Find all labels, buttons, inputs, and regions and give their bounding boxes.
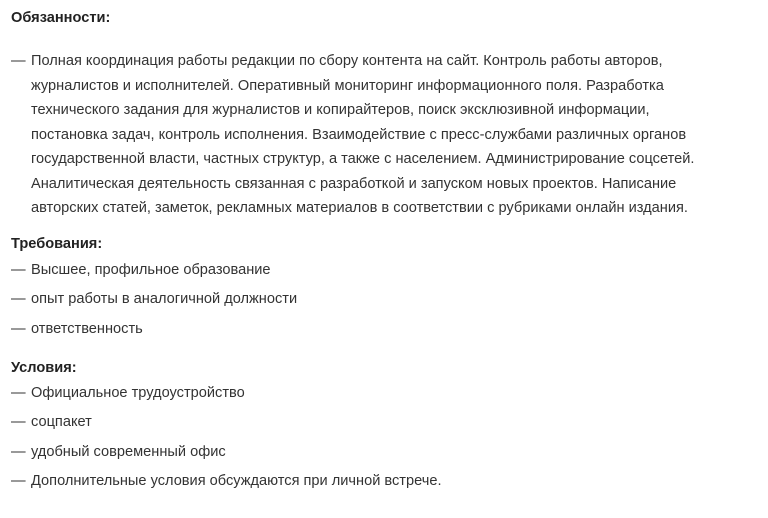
duties-line: государственной власти, частных структур, а также с населением. Администрирование соцсетей. bbox=[31, 151, 695, 167]
list-item bbox=[11, 289, 297, 318]
duties-line: Аналитическая деятельность связанная с разработкой и запуском новых проектов. Написание bbox=[31, 175, 677, 192]
dash-bullet: — bbox=[11, 291, 26, 308]
duties-title: Обязанности: bbox=[11, 10, 111, 26]
dash-bullet: — bbox=[11, 385, 26, 401]
duties-line: авторских статей, заметок, рекламных материалов в соответствии с рубриками онлайн издания. bbox=[31, 200, 688, 216]
list-item bbox=[11, 412, 442, 441]
list-item bbox=[11, 383, 442, 412]
dash-bullet: — bbox=[11, 320, 26, 337]
duties-line bbox=[11, 49, 759, 74]
requirements-list bbox=[11, 260, 297, 348]
conditions-list bbox=[11, 383, 442, 500]
requirements-title: Требования: bbox=[11, 236, 103, 252]
list-item-text: Дополнительные условия обсуждаются при личной встрече. bbox=[31, 472, 442, 489]
list-item-text: удобный современный офис bbox=[31, 443, 226, 460]
list-item bbox=[11, 442, 442, 471]
list-item-text: ответственность bbox=[31, 320, 143, 337]
list-item-text: Официальное трудоустройство bbox=[31, 385, 245, 401]
list-item bbox=[11, 319, 297, 348]
duties-line: постановка задач, контроль исполнения. Взаимодействие с пресс-службами различных органов bbox=[31, 126, 687, 143]
list-item-text: соцпакет bbox=[31, 414, 92, 431]
list-item bbox=[11, 260, 297, 289]
list-item-text: Высшее, профильное образование bbox=[31, 262, 271, 278]
list-item-text: опыт работы в аналогичной должности bbox=[31, 291, 298, 308]
dash-bullet: — bbox=[11, 53, 26, 69]
duties-line: технического задания для журналистов и копирайтеров, поиск эксклюзивной информации, bbox=[31, 102, 650, 118]
conditions-title: Условия: bbox=[11, 360, 77, 376]
dash-bullet: — bbox=[11, 262, 26, 278]
duties-line: журналистов и исполнителей. Оперативный мониторинг информационного поля. Разработка bbox=[31, 77, 664, 94]
dash-bullet: — bbox=[11, 472, 26, 489]
list-item bbox=[11, 471, 442, 500]
dash-bullet: — bbox=[11, 414, 26, 431]
duties-line-text: Полная координация работы редакции по сбору контента на сайт. Контроль работы авторов, bbox=[31, 53, 663, 69]
duties-paragraph bbox=[11, 49, 759, 221]
dash-bullet: — bbox=[11, 443, 26, 460]
